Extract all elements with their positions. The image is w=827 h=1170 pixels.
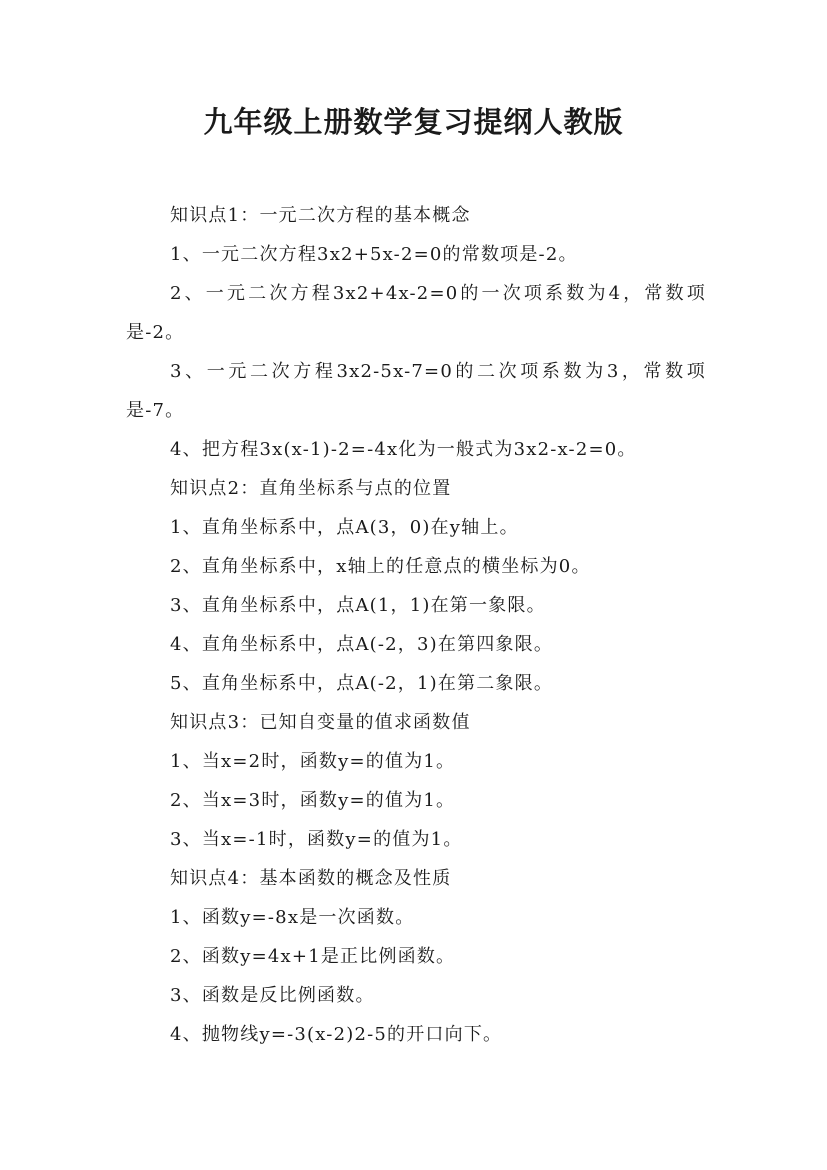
list-item: 2、函数y=4x+1是正比例函数。 bbox=[170, 946, 456, 967]
section-heading: 知识点4：基本函数的概念及性质 bbox=[170, 868, 452, 889]
list-item: 1、直角坐标系中，点A(3，0)在y轴上。 bbox=[170, 517, 519, 538]
list-item: 1、一元二次方程3x2+5x-2=0的常数项是-2。 bbox=[170, 244, 578, 265]
section-heading: 知识点2：直角坐标系与点的位置 bbox=[170, 478, 452, 499]
list-item: 1、当x=2时，函数y=的值为1。 bbox=[170, 751, 456, 772]
document-body bbox=[126, 196, 706, 1054]
list-item: 1、函数y=-8x是一次函数。 bbox=[170, 907, 415, 928]
section-heading: 知识点1：一元二次方程的基本概念 bbox=[170, 205, 471, 226]
list-item: 3、函数是反比例函数。 bbox=[170, 985, 375, 1006]
list-item: 3、一元二次方程3x2-5x-7=0的二次项系数为3，常数项是-7。 bbox=[126, 361, 706, 421]
list-item: 4、抛物线y=-3(x-2)2-5的开口向下。 bbox=[170, 1024, 503, 1045]
list-item: 2、一元二次方程3x2+4x-2=0的一次项系数为4，常数项是-2。 bbox=[126, 283, 706, 343]
list-item: 4、把方程3x(x-1)-2=-4x化为一般式为3x2-x-2=0。 bbox=[170, 439, 637, 460]
document-title: 九年级上册数学复习提纲人教版 bbox=[203, 105, 624, 139]
list-item: 2、直角坐标系中，x轴上的任意点的横坐标为0。 bbox=[170, 556, 591, 577]
list-item: 3、当x=-1时，函数y=的值为1。 bbox=[170, 829, 463, 850]
list-item: 2、当x=3时，函数y=的值为1。 bbox=[170, 790, 456, 811]
list-item: 5、直角坐标系中，点A(-2，1)在第二象限。 bbox=[170, 673, 554, 694]
section-heading: 知识点3：已知自变量的值求函数值 bbox=[170, 712, 471, 733]
list-item: 4、直角坐标系中，点A(-2，3)在第四象限。 bbox=[170, 634, 554, 655]
list-item: 3、直角坐标系中，点A(1，1)在第一象限。 bbox=[170, 595, 546, 616]
